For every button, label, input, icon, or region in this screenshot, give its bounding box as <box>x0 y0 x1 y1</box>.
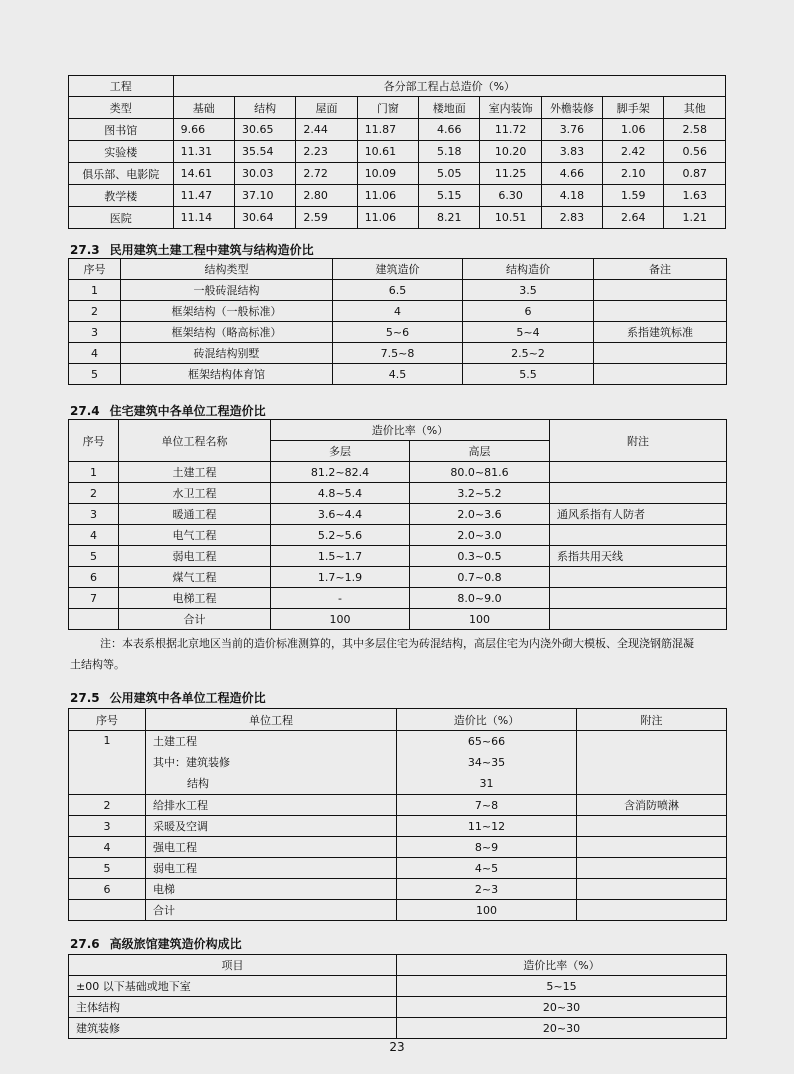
table-cell: 5.15 <box>419 185 480 207</box>
cell-line: 65~66 <box>467 735 506 748</box>
table-cell: 2~3 <box>397 879 577 900</box>
table-cell: 100 <box>397 900 577 921</box>
section-title: 高级旅馆建筑造价构成比 <box>109 937 242 951</box>
section-number: 27.3 <box>70 243 100 257</box>
table-cell: 10.61 <box>357 141 418 163</box>
table-cell: 0.7~0.8 <box>410 567 550 588</box>
table-cell: 10.20 <box>480 141 541 163</box>
table-row <box>69 976 727 997</box>
cell-line: 其中：建筑装修 <box>153 756 230 769</box>
table-cell: 11.06 <box>357 207 418 229</box>
table-cell <box>577 816 727 837</box>
table-cell: 4.8~5.4 <box>271 483 410 504</box>
table-cell: 5.05 <box>419 163 480 185</box>
table-cell: 2 <box>69 483 119 504</box>
table-cell: 煤气工程 <box>119 567 271 588</box>
table-cell: 11.87 <box>357 119 418 141</box>
table-row <box>69 837 727 858</box>
table-cell: 2.0~3.6 <box>410 504 550 525</box>
col-header: 高层 <box>410 441 550 462</box>
col-header: 多层 <box>271 441 410 462</box>
table-cell: ±00 以下基础或地下室 <box>69 976 397 997</box>
header-type: 类型 <box>69 97 174 119</box>
col-header: 脚手架 <box>603 97 664 119</box>
table-cell: 6 <box>463 301 594 322</box>
table-cell: 8~9 <box>397 837 577 858</box>
table-cell: 1.5~1.7 <box>271 546 410 567</box>
table-cell: 5.2~5.6 <box>271 525 410 546</box>
table-cell: 8.0~9.0 <box>410 588 550 609</box>
col-header: 序号 <box>69 709 146 731</box>
table-cell: 2.10 <box>603 163 664 185</box>
table-cell: 2.0~3.0 <box>410 525 550 546</box>
hotel-cost-ratio-table <box>68 954 727 1039</box>
table-cell: 3 <box>69 816 146 837</box>
cost-share-table <box>68 75 726 229</box>
section-title: 民用建筑土建工程中建筑与结构造价比 <box>109 243 314 257</box>
table-cell: 30.03 <box>234 163 295 185</box>
structure-cost-ratio-table <box>68 258 727 385</box>
table-cell: - <box>271 588 410 609</box>
col-header: 序号 <box>69 420 119 462</box>
section-number: 27.4 <box>70 404 100 418</box>
cell-line: 34~35 <box>467 756 506 769</box>
table-cell: 砖混结构别墅 <box>121 343 333 364</box>
table-cell: 系指共用天线 <box>550 546 727 567</box>
table-cell: 采暖及空调 <box>146 816 397 837</box>
page-number: 23 <box>389 1040 405 1054</box>
table-cell <box>69 609 119 630</box>
table-cell <box>550 462 727 483</box>
col-header: 造价比（%） <box>397 709 577 731</box>
table-cell: 11.25 <box>480 163 541 185</box>
residential-cost-ratio-table <box>68 419 727 630</box>
table-row <box>69 301 727 322</box>
table-cell: 弱电工程 <box>119 546 271 567</box>
row-label: 医院 <box>69 207 174 229</box>
table-cell: 1 <box>69 280 121 301</box>
table-cell: 4 <box>69 837 146 858</box>
section-number: 27.6 <box>70 937 100 951</box>
table-row <box>69 997 727 1018</box>
table-row <box>69 588 727 609</box>
table-cell: 5 <box>69 546 119 567</box>
table-cell: 2 <box>69 795 146 816</box>
table-cell: 30.64 <box>234 207 295 229</box>
table-cell: 1.21 <box>664 207 726 229</box>
table-cell: 1.7~1.9 <box>271 567 410 588</box>
table-cell: 强电工程 <box>146 837 397 858</box>
table-cell: 30.65 <box>234 119 295 141</box>
table-header-row <box>69 709 727 731</box>
table-cell: 8.21 <box>419 207 480 229</box>
col-header: 备注 <box>594 259 727 280</box>
col-header: 室内装饰 <box>480 97 541 119</box>
table-cell: 2.58 <box>664 119 726 141</box>
table-cell: 5~6 <box>333 322 463 343</box>
footnote-line: 土结构等。 <box>70 658 125 671</box>
table-header-row <box>69 259 727 280</box>
table-cell: 0.87 <box>664 163 726 185</box>
table-cell: 合计 <box>146 900 397 921</box>
table-cell: 5.5 <box>463 364 594 385</box>
table-header-row <box>69 97 726 119</box>
table-cell: 0.56 <box>664 141 726 163</box>
col-header: 屋面 <box>296 97 357 119</box>
header-engineering: 工程 <box>69 76 174 97</box>
table-cell: 4.18 <box>541 185 602 207</box>
table-cell: 1 <box>69 462 119 483</box>
section-title: 公用建筑中各单位工程造价比 <box>109 691 266 705</box>
table-row <box>69 609 727 630</box>
table-cell: 3.2~5.2 <box>410 483 550 504</box>
table-cell: 9.66 <box>173 119 234 141</box>
table-cell: 3 <box>69 504 119 525</box>
table-row <box>69 900 727 921</box>
table-row <box>69 483 727 504</box>
header-cost-share: 各分部工程占总造价（%） <box>173 76 725 97</box>
table-row <box>69 185 726 207</box>
table-cell: 10.09 <box>357 163 418 185</box>
table-cell: 1 <box>69 731 146 795</box>
col-header: 附注 <box>577 709 727 731</box>
section-heading-27-5 <box>70 689 276 706</box>
table-cell: 14.61 <box>173 163 234 185</box>
table-row <box>69 119 726 141</box>
table-cell <box>594 343 727 364</box>
table-cell: 水卫工程 <box>119 483 271 504</box>
table-cell: 2.59 <box>296 207 357 229</box>
table-cell <box>146 731 397 795</box>
table-row <box>69 364 727 385</box>
table-row <box>69 731 727 795</box>
table-cell <box>577 879 727 900</box>
cell-line: 结构 <box>187 777 209 790</box>
col-header: 门窗 <box>357 97 418 119</box>
table-cell: 土建工程 <box>119 462 271 483</box>
table-cell: 2.44 <box>296 119 357 141</box>
table-cell <box>594 280 727 301</box>
cell-line: 土建工程 <box>153 735 197 748</box>
table-cell: 4 <box>333 301 463 322</box>
table-cell: 通风系指有人防者 <box>550 504 727 525</box>
table-cell: 2.83 <box>541 207 602 229</box>
section-number: 27.5 <box>70 691 100 705</box>
table-cell: 0.3~0.5 <box>410 546 550 567</box>
col-header: 结构 <box>234 97 295 119</box>
table-cell: 6.5 <box>333 280 463 301</box>
table-cell: 电梯工程 <box>119 588 271 609</box>
table-cell: 含消防喷淋 <box>577 795 727 816</box>
row-label: 实验楼 <box>69 141 174 163</box>
row-label: 俱乐部、电影院 <box>69 163 174 185</box>
table-cell: 35.54 <box>234 141 295 163</box>
table-cell: 11.14 <box>173 207 234 229</box>
table-cell: 3.83 <box>541 141 602 163</box>
table-cell: 1.06 <box>603 119 664 141</box>
table-row <box>69 816 727 837</box>
table-row <box>69 163 726 185</box>
col-header: 附注 <box>550 420 727 462</box>
table-row <box>69 322 727 343</box>
table-cell: 37.10 <box>234 185 295 207</box>
table-cell: 1.63 <box>664 185 726 207</box>
table-cell: 给排水工程 <box>146 795 397 816</box>
table-cell <box>594 301 727 322</box>
col-header: 单位工程名称 <box>119 420 271 462</box>
col-header: 项目 <box>69 955 397 976</box>
table-cell <box>594 364 727 385</box>
section-title: 住宅建筑中各单位工程造价比 <box>109 404 266 418</box>
col-header: 单位工程 <box>146 709 397 731</box>
table-cell: 2.64 <box>603 207 664 229</box>
table-cell: 合计 <box>119 609 271 630</box>
table-cell: 4.66 <box>541 163 602 185</box>
table-cell: 11.06 <box>357 185 418 207</box>
table-row <box>69 504 727 525</box>
col-header: 造价比率（%） <box>271 420 550 441</box>
table-row <box>69 795 727 816</box>
table-cell: 5 <box>69 858 146 879</box>
table-cell: 主体结构 <box>69 997 397 1018</box>
table-cell: 3.76 <box>541 119 602 141</box>
table-cell <box>577 837 727 858</box>
col-header: 楼地面 <box>419 97 480 119</box>
table-header-row <box>69 955 727 976</box>
table-cell: 2.23 <box>296 141 357 163</box>
table-cell: 建筑装修 <box>69 1018 397 1039</box>
table-cell: 1.59 <box>603 185 664 207</box>
table-cell: 系指建筑标准 <box>594 322 727 343</box>
table-cell: 11.31 <box>173 141 234 163</box>
table-cell <box>577 858 727 879</box>
table-row <box>69 207 726 229</box>
table-cell <box>577 900 727 921</box>
table-cell <box>550 483 727 504</box>
col-header: 建筑造价 <box>333 259 463 280</box>
col-header: 结构造价 <box>463 259 594 280</box>
table-row <box>69 546 727 567</box>
col-header: 其他 <box>664 97 726 119</box>
table-header-row <box>69 76 726 97</box>
col-header: 基础 <box>173 97 234 119</box>
table-cell: 7~8 <box>397 795 577 816</box>
section-heading-27-6 <box>70 935 252 952</box>
table-header-row <box>69 420 727 441</box>
table-row <box>69 567 727 588</box>
table-cell: 100 <box>410 609 550 630</box>
table-cell <box>550 525 727 546</box>
table-cell: 2.5~2 <box>463 343 594 364</box>
table-cell: 3 <box>69 322 121 343</box>
table-cell: 一般砖混结构 <box>121 280 333 301</box>
col-header: 结构类型 <box>121 259 333 280</box>
table-row <box>69 879 727 900</box>
table-row <box>69 462 727 483</box>
table-cell <box>550 567 727 588</box>
table-cell: 4 <box>69 525 119 546</box>
table-cell: 100 <box>271 609 410 630</box>
table-cell: 3.5 <box>463 280 594 301</box>
table-cell: 6 <box>69 567 119 588</box>
table-cell: 11~12 <box>397 816 577 837</box>
table-row <box>69 858 727 879</box>
section-heading-27-3 <box>70 241 324 258</box>
row-label: 图书馆 <box>69 119 174 141</box>
table-cell: 2 <box>69 301 121 322</box>
col-header: 造价比率（%） <box>397 955 727 976</box>
table-cell <box>577 731 727 795</box>
table-cell: 电气工程 <box>119 525 271 546</box>
table-cell: 2.80 <box>296 185 357 207</box>
table-row <box>69 525 727 546</box>
table-row <box>69 1018 727 1039</box>
table-cell: 11.72 <box>480 119 541 141</box>
table-cell: 4.5 <box>333 364 463 385</box>
table-cell: 框架结构体育馆 <box>121 364 333 385</box>
section-heading-27-4 <box>70 402 276 419</box>
col-header: 序号 <box>69 259 121 280</box>
table-cell <box>550 609 727 630</box>
table-row <box>69 141 726 163</box>
table-cell: 80.0~81.6 <box>410 462 550 483</box>
table-cell: 4~5 <box>397 858 577 879</box>
col-header: 外檐装修 <box>541 97 602 119</box>
table-cell: 5 <box>69 364 121 385</box>
table-cell: 2.42 <box>603 141 664 163</box>
table-cell: 7.5~8 <box>333 343 463 364</box>
table-cell <box>550 588 727 609</box>
table-cell: 电梯 <box>146 879 397 900</box>
table-footnote <box>70 633 722 675</box>
table-cell: 7 <box>69 588 119 609</box>
table-cell: 6.30 <box>480 185 541 207</box>
table-cell: 5.18 <box>419 141 480 163</box>
table-cell: 4.66 <box>419 119 480 141</box>
table-cell <box>397 731 577 795</box>
table-cell: 2.72 <box>296 163 357 185</box>
row-label: 教学楼 <box>69 185 174 207</box>
table-cell: 框架结构（略高标准） <box>121 322 333 343</box>
table-cell: 11.47 <box>173 185 234 207</box>
table-cell: 20~30 <box>397 997 727 1018</box>
table-cell: 5~15 <box>397 976 727 997</box>
public-building-cost-ratio-table <box>68 708 727 921</box>
table-cell: 暖通工程 <box>119 504 271 525</box>
table-cell: 框架结构（一般标准） <box>121 301 333 322</box>
cell-line: 31 <box>479 777 494 790</box>
table-row <box>69 280 727 301</box>
table-cell: 81.2~82.4 <box>271 462 410 483</box>
table-cell: 6 <box>69 879 146 900</box>
table-cell: 20~30 <box>397 1018 727 1039</box>
footnote-line: 注：本表系根据北京地区当前的造价标准测算的，其中多层住宅为砖混结构，高层住宅为内浇外砌大模板、全现浇钢筋混凝 <box>100 637 694 650</box>
table-cell: 弱电工程 <box>146 858 397 879</box>
table-cell: 3.6~4.4 <box>271 504 410 525</box>
table-cell: 4 <box>69 343 121 364</box>
table-cell: 5~4 <box>463 322 594 343</box>
table-row <box>69 343 727 364</box>
table-cell <box>69 900 146 921</box>
table-cell: 10.51 <box>480 207 541 229</box>
